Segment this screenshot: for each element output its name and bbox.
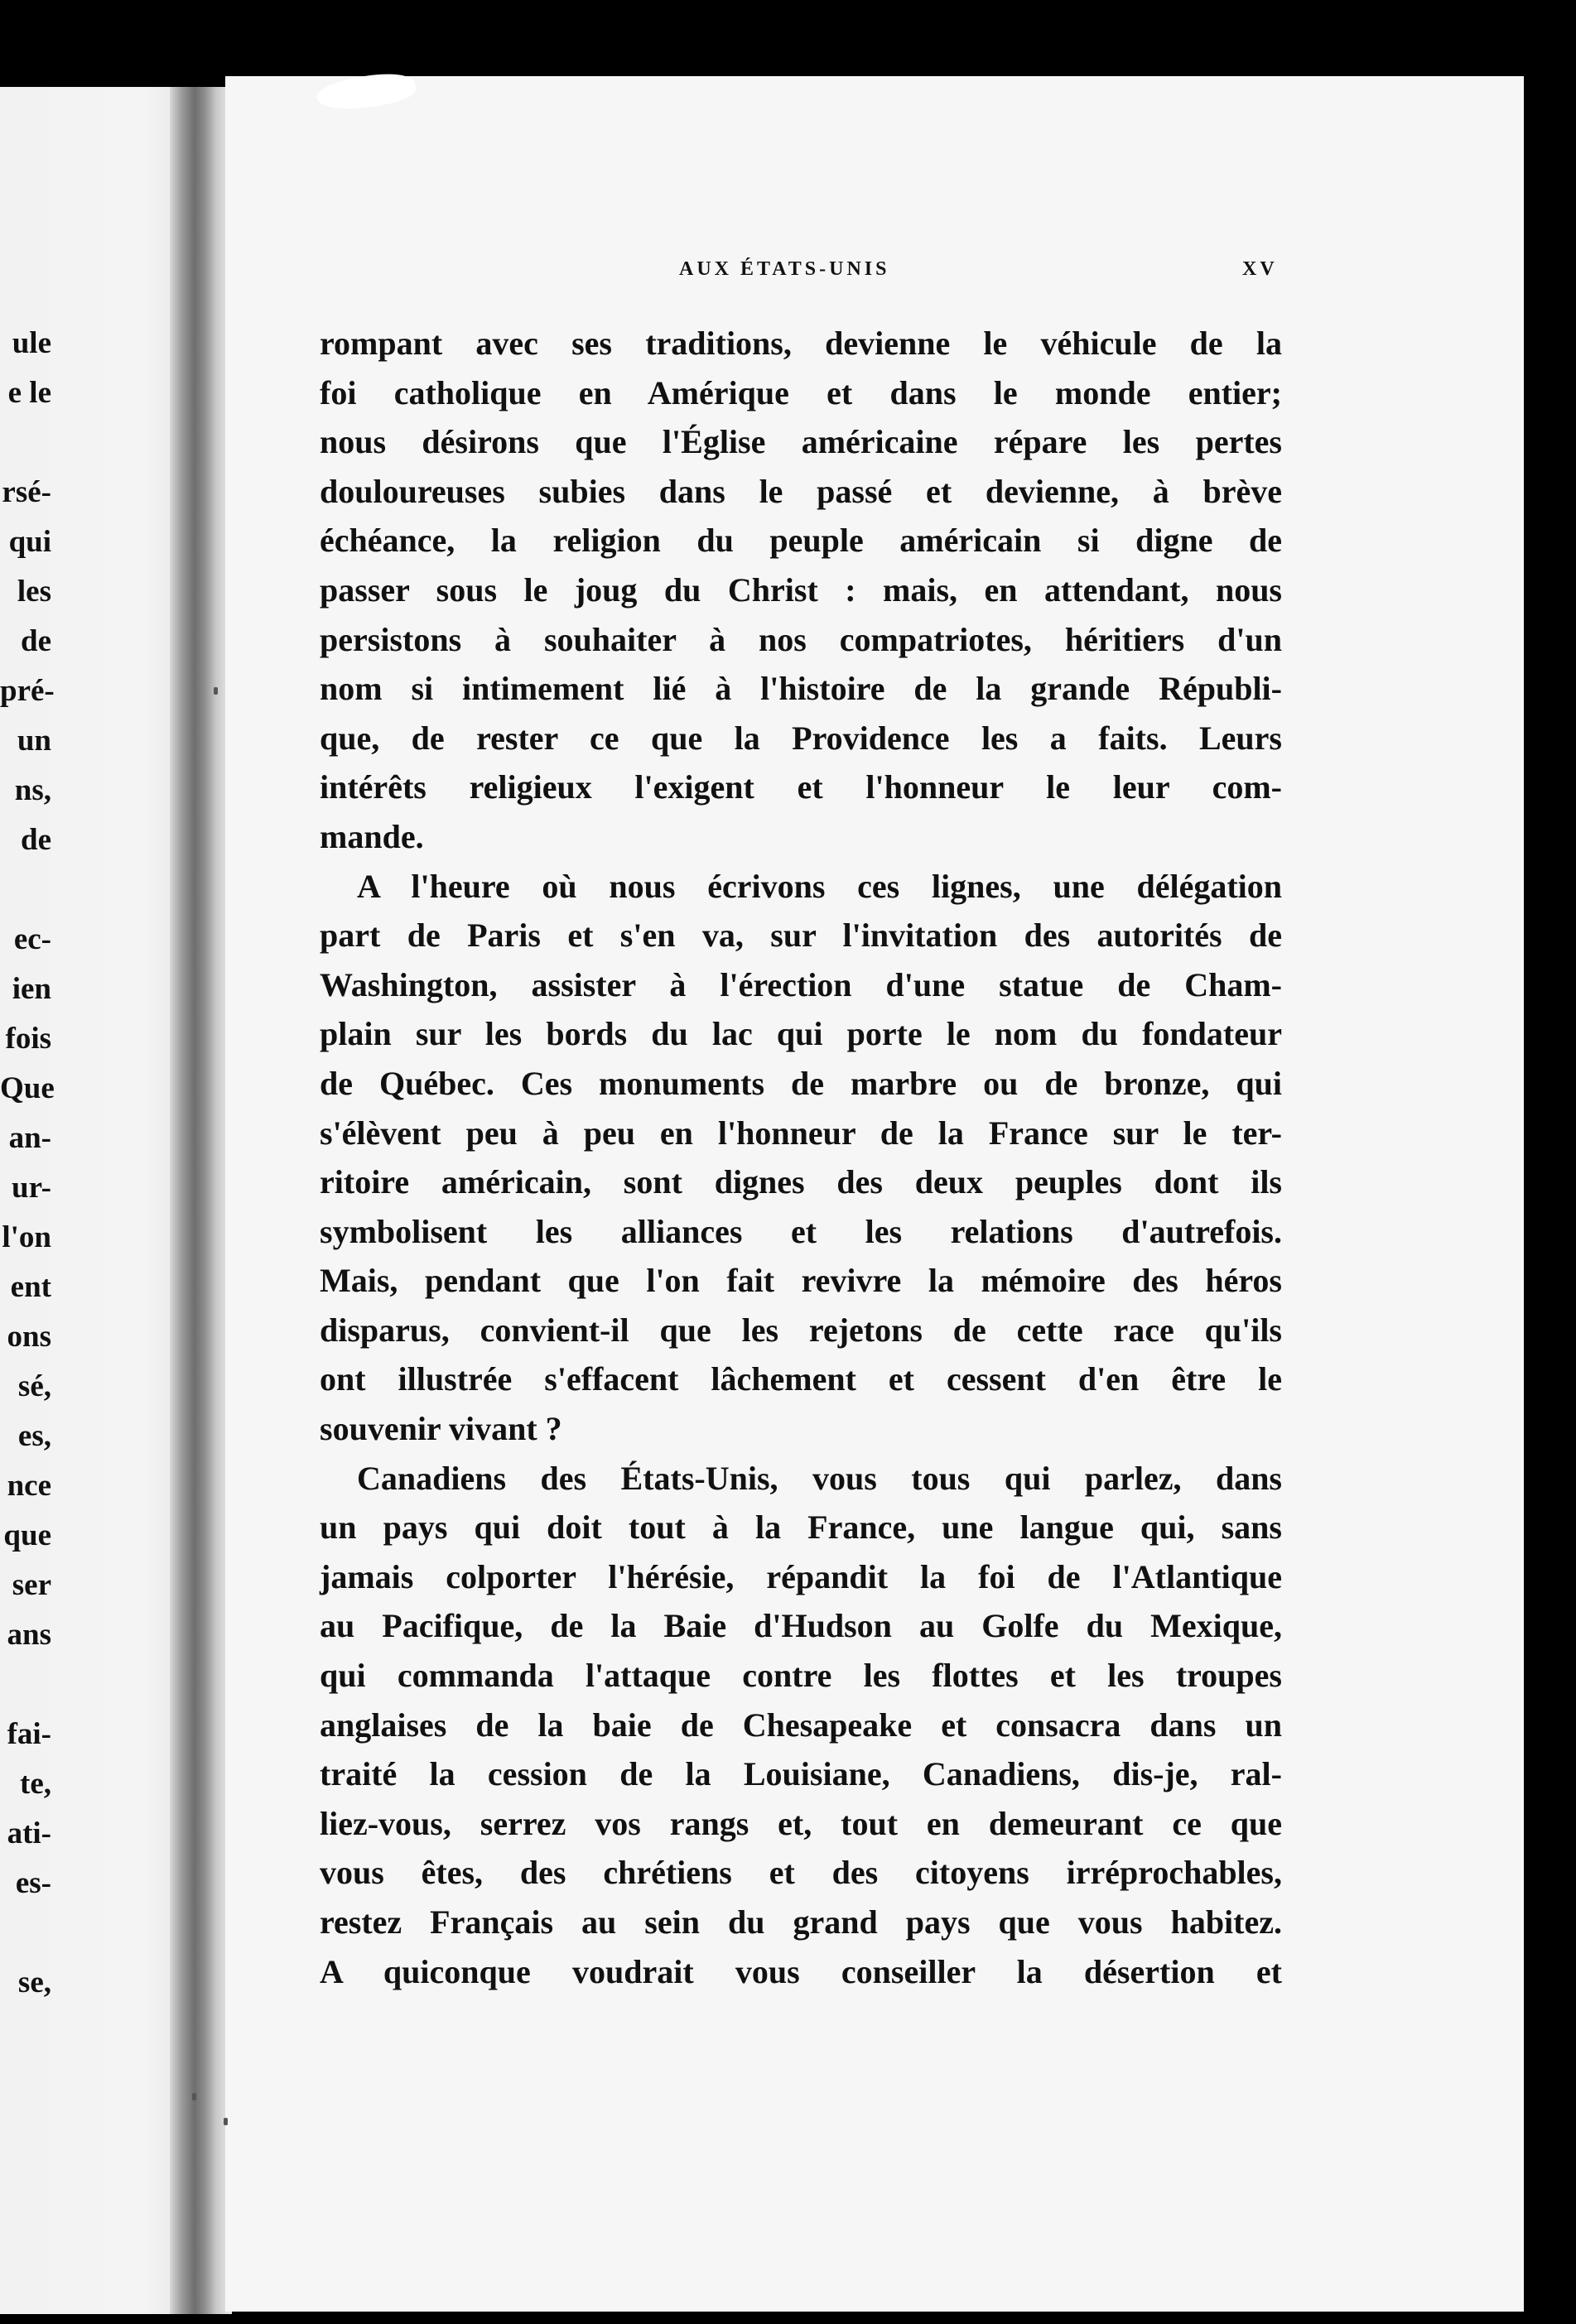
left-fragment: ati- xyxy=(7,1816,51,1850)
left-fragment xyxy=(0,865,51,915)
left-fragment: un xyxy=(17,724,51,758)
left-fragment: pré- xyxy=(0,674,55,708)
scan-speck xyxy=(192,2093,196,2100)
text-line: nom si intimement lié à l'histoire de la grande Républi- xyxy=(320,670,1282,708)
left-fragment: ent xyxy=(10,1270,51,1304)
text-line: Washington, assister à l'érection d'une statue de Cham- xyxy=(320,965,1282,1003)
text-line: souvenir vivant ? xyxy=(320,1410,562,1448)
left-fragment: Que xyxy=(0,1071,55,1105)
text-line: anglaises de la baie de Chesapeake et consacra dans un xyxy=(320,1706,1282,1744)
left-fragment: an- xyxy=(8,1121,51,1155)
text-line: intérêts religieux l'exigent et l'honneur le leur com- xyxy=(320,768,1282,806)
scan-bottom-border xyxy=(0,2314,1576,2324)
left-fragment: de xyxy=(21,624,51,658)
text-line: Canadiens des États-Unis, vous tous qui parlez, dans xyxy=(357,1459,1282,1497)
left-fragment: ans xyxy=(7,1618,51,1652)
left-fragment: es- xyxy=(15,1866,51,1900)
text-line: part de Paris et s'en va, sur l'invitation des autorités de xyxy=(320,917,1282,955)
text-line: qui commanda l'attaque contre les flottes et les troupes xyxy=(320,1657,1282,1695)
left-fragment: de xyxy=(21,823,51,857)
text-line: au Pacifique, de la Baie d'Hudson au Golfe du Mexique, xyxy=(320,1607,1282,1645)
text-line: vous êtes, des chrétiens et des citoyens irréprochables, xyxy=(320,1854,1282,1892)
text-line: symbolisent les alliances et les relations d'autrefois. xyxy=(320,1212,1282,1250)
left-fragment: ec- xyxy=(13,922,51,956)
left-fragment: qui xyxy=(8,525,51,559)
text-line: Mais, pendant que l'on fait revivre la mémoire des héros xyxy=(320,1262,1282,1300)
left-fragment: rsé- xyxy=(2,475,51,509)
left-fragment: fois xyxy=(5,1022,51,1056)
text-line: passer sous le joug du Christ : mais, en attendant, nous xyxy=(320,570,1282,609)
left-fragment: ien xyxy=(12,972,51,1006)
left-fragment: ule xyxy=(12,326,51,360)
text-line: restez Français au sein du grand pays que vous habitez. xyxy=(320,1903,1282,1941)
text-line: ont illustrée s'effacent lâchement et cessent d'en être le xyxy=(320,1360,1282,1398)
left-fragment xyxy=(0,418,51,468)
text-line: de Québec. Ces monuments de marbre ou de bronze, qui xyxy=(320,1064,1282,1102)
previous-page-text-fragments xyxy=(0,319,55,2008)
text-line: un pays qui doit tout à la France, une langue qui, sans xyxy=(320,1508,1282,1547)
left-fragment xyxy=(0,1660,51,1710)
text-line: A l'heure où nous écrivons ces lignes, une délégation xyxy=(357,867,1282,905)
left-fragment: fai- xyxy=(7,1717,51,1751)
left-fragment: sé, xyxy=(17,1369,51,1403)
left-fragment: ons xyxy=(7,1320,51,1354)
text-line: plain sur les bords du lac qui porte le nom du fondateur xyxy=(320,1015,1282,1053)
left-fragment xyxy=(0,1908,51,1958)
text-line: nous désirons que l'Église américaine répare les pertes xyxy=(320,423,1282,461)
page-blot xyxy=(315,68,418,116)
text-line: échéance, la religion du peuple américain si digne de xyxy=(320,522,1282,560)
text-line: A quiconque voudrait vous conseiller la désertion et xyxy=(320,1952,1282,1990)
left-fragment: te, xyxy=(20,1767,51,1801)
left-fragment: que xyxy=(3,1518,51,1552)
text-line: douloureuses subies dans le passé et devienne, à brève xyxy=(320,472,1282,510)
left-fragment: nce xyxy=(7,1469,51,1503)
text-line: liez-vous, serrez vos rangs et, tout en demeurant ce que xyxy=(320,1804,1282,1842)
text-line: persistons à souhaiter à nos compatriotes, héritiers d'un xyxy=(320,620,1282,658)
text-line: foi catholique en Amérique et dans le monde entier; xyxy=(320,373,1282,411)
left-fragment: les xyxy=(17,575,51,609)
text-line: que, de rester ce que la Providence les a faits. Leurs xyxy=(320,719,1282,757)
body-text xyxy=(320,319,1282,1996)
page-number: XV xyxy=(1242,258,1278,280)
text-line: rompant avec ses traditions, devienne le véhicule de la xyxy=(320,325,1282,362)
left-fragment: e le xyxy=(7,376,51,410)
text-line: disparus, convient-il que les rejetons de cette race qu'ils xyxy=(320,1311,1282,1349)
left-fragment: se, xyxy=(17,1966,51,1999)
scan-speck xyxy=(214,687,218,695)
left-fragment: ser xyxy=(12,1568,51,1602)
text-line: mande. xyxy=(320,817,424,855)
text-line: jamais colporter l'hérésie, répandit la foi de l'Atlantique xyxy=(320,1557,1282,1595)
running-title: AUX ÉTATS-UNIS xyxy=(679,258,890,280)
text-line: traité la cession de la Louisiane, Canadiens, dis-je, ral- xyxy=(320,1755,1282,1793)
scan-speck xyxy=(224,2118,228,2125)
left-fragment: es, xyxy=(17,1419,51,1453)
text-line: s'élèvent peu à peu en l'honneur de la France sur le ter- xyxy=(320,1114,1282,1152)
left-fragment: ns, xyxy=(14,773,51,807)
binding-gutter-shadow xyxy=(170,87,232,2314)
left-fragment: l'on xyxy=(2,1220,51,1254)
left-fragment: ur- xyxy=(12,1171,51,1205)
text-line: ritoire américain, sont dignes des deux peuples dont ils xyxy=(320,1163,1282,1201)
